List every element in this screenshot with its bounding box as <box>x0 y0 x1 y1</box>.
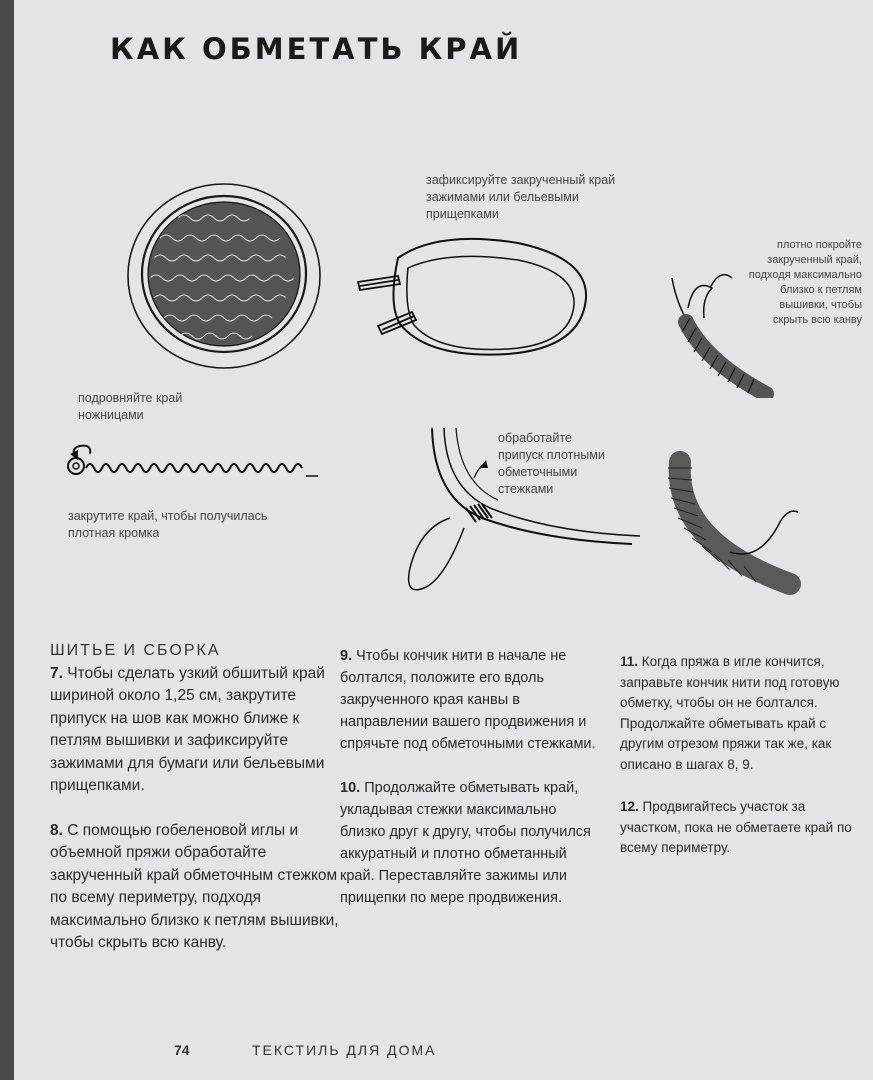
clipped-ring-illustration <box>348 228 598 378</box>
step-text: С помощью гобеленовой иглы и объемной пряжи обработайте закрученный край обметочным стежком по всему периметру, подходя максимально близко к петлям вышивки, чтобы скрыть всю канву. <box>50 821 339 951</box>
overcast-stitch-illustration <box>390 422 640 602</box>
caption-trim: подровняйте край ножницами <box>78 391 183 422</box>
caption-overcast: обработайте припуск плотными обметочными стежками <box>498 431 605 496</box>
step-text: Когда пряжа в игле кончится, заправьте кончик нити под готовую обметку, чтобы он не болтался. Продолжайте обметывать край с другим отрезом пряжи так же, как описано в шагах 8, 9. <box>620 654 840 772</box>
column-left <box>50 640 340 977</box>
step-number: 12. <box>620 799 639 814</box>
page-number: 74 <box>174 1042 190 1058</box>
trimmed-embroidery-illustration <box>120 178 330 378</box>
caption-clips: зафиксируйте закрученный край зажимами или бельевыми прищепками <box>426 173 616 221</box>
step-number: 9. <box>340 648 353 664</box>
step-11 <box>620 652 860 775</box>
running-title: ТЕКСТИЛЬ ДЛЯ ДОМА <box>252 1042 437 1058</box>
step-number: 8. <box>50 821 63 839</box>
step-9 <box>340 645 602 755</box>
page-title: КАК ОБМЕТАТЬ КРАЙ <box>110 32 523 66</box>
caption-cover: плотно покройте закрученный край, подходя максимально близко к петлям вышивки, чтобы скрыть всю канву <box>748 239 862 326</box>
step-12 <box>620 797 860 859</box>
step-text: Продвигайтесь участок за участком, пока не обметаете край по всему периметру. <box>620 799 852 855</box>
step-8 <box>50 820 340 955</box>
finished-edge-illustration <box>650 448 810 598</box>
book-page <box>14 0 873 1080</box>
step-text: Продолжайте обметывать край, укладывая стежки максимально близко друг к другу, чтобы получился аккуратный и плотно обметанный край. Переставляйте зажимы или прищепки по мере продвижения. <box>340 780 591 906</box>
column-middle <box>340 645 602 931</box>
step-10 <box>340 777 602 909</box>
step-7 <box>50 663 340 798</box>
step-number: 11. <box>620 654 639 669</box>
step-number: 10. <box>340 780 361 796</box>
step-text: Чтобы сделать узкий обшитый край шириной около 1,25 см, закрутите припуск на шов как можно ближе к петлям вышивки и зафиксируйте зажимами для бумаги или бельевыми прищепками. <box>50 664 325 794</box>
covered-edge-illustration <box>660 248 790 398</box>
section-heading: ШИТЬЕ И СБОРКА <box>50 642 221 659</box>
caption-roll: закрутите край, чтобы получилась плотная кромка <box>68 509 268 540</box>
rolled-edge-illustration <box>56 438 326 488</box>
step-text: Чтобы кончик нити в начале не болтался, положите его вдоль закрученного края канвы в направлении вашего продвижения и спрячьте под обметочными стежками. <box>340 648 596 752</box>
column-right <box>620 652 860 881</box>
step-number: 7. <box>50 664 63 682</box>
